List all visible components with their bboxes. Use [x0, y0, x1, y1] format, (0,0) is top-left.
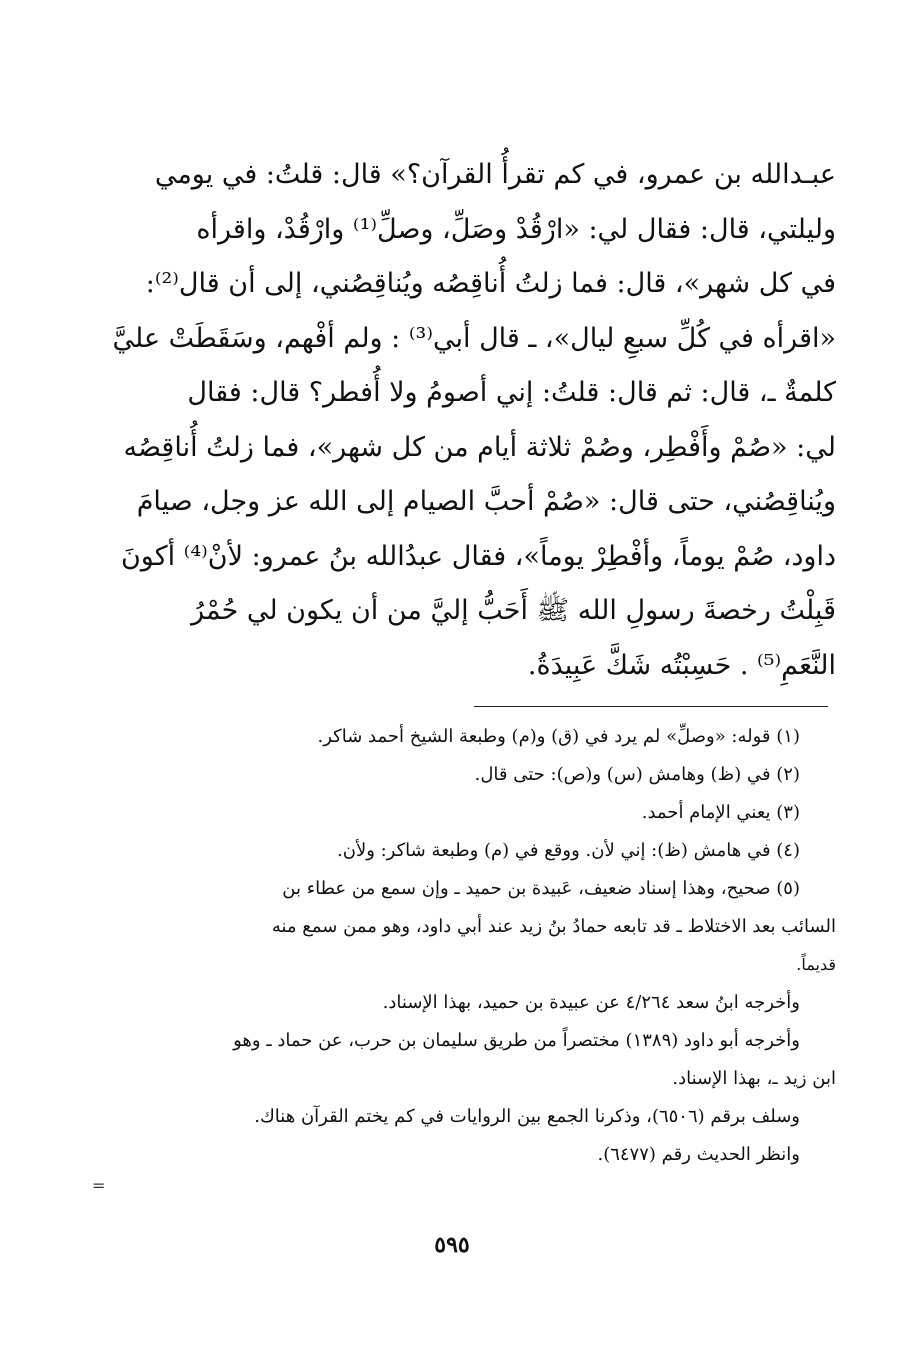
footnote-5-line-4: وأخرجه ابنُ سعد ٤/٢٦٤ عن عبيدة بن حميد، بهذا الإسناد.: [382, 992, 800, 1013]
main-text-line: عبـدالله بن عمرو، في كم تقرأُ القرآن؟» قال: قلتُ: في يومي: [154, 159, 836, 190]
margin-mark: =: [92, 1176, 106, 1195]
main-text-line: في كل شهر»، قال: فما زلتُ أُناقِصُه ويُناقِصُني، إلى أن قال⁽²⁾:: [145, 268, 836, 299]
footnote-5-line-7: وسلف برقم (٦٥٠٦)، وذكرنا الجمع بين الروايات في كم يختم القرآن هناك.: [254, 1106, 800, 1127]
footnote-4: (٤) في هامش (ظ): إني لأن. ووقع في (م) وطبعة شاكر: ولأن.: [337, 840, 800, 861]
footnote-1: (١) قوله: «وصلِّ» لم يرد في (ق) و(م) وطبعة الشيخ أحمد شاكر.: [317, 726, 800, 747]
footnote-5-line-2: السائب بعد الاختلاط ـ قد تابعه حمادُ بنُ زيد عند أبي داود، وهو ممن سمع منه: [271, 916, 836, 937]
main-text-line: داود، صُمْ يوماً، وأفْطِرْ يوماً»، فقال عبدُالله بنُ عمرو: لأنْ⁽⁴⁾ أكونَ: [120, 540, 836, 572]
footnote-divider: [474, 706, 828, 707]
main-text-line: قَبِلْتُ رخصةَ رسولِ الله ﷺ أَحَبُّ إليَّ من أن يكون لي حُمْرُ: [191, 595, 836, 626]
footnote-5-line-3: قديماً.: [796, 955, 836, 974]
footnotes: [128, 718, 836, 1174]
main-text-line: «اقرأه في كُلِّ سبعِ ليال»، ـ قال أبي⁽³⁾ : ولم أفْهم، وسَقَطَتْ عليَّ: [112, 322, 836, 354]
main-text-line: لي: «صُمْ وأَفْطِر، وصُمْ ثلاثة أيام من كل شهر»، فما زلتُ أُناقِصُه: [123, 431, 836, 463]
page-number: ٥٩٥: [434, 1232, 470, 1258]
main-text-line: وليلتي، قال: فقال لي: «ارْقُدْ وصَلِّ، وصلِّ⁽¹⁾ وارْقُدْ، واقرأه: [196, 213, 836, 245]
footnote-2: (٢) في (ظ) وهامش (س) و(ص): حتى قال.: [474, 764, 800, 785]
main-text: [112, 148, 836, 693]
footnote-5-line-1: (٥) صحيح، وهذا إسناد ضعيف، عَبيدة بن حميد ـ وإن سمع من عطاء بن: [282, 878, 800, 899]
main-text-line: ويُناقِصُني، حتى قال: «صُمْ أحبَّ الصيام إلى الله عز وجل، صيامَ: [136, 486, 836, 517]
footnote-5-line-5: وأخرجه أبو داود (١٣٨٩) مختصراً من طريق سليمان بن حرب، عن حماد ـ وهو: [233, 1030, 800, 1051]
main-text-line: كلمةٌ ـ، قال: ثم قال: قلتُ: إني أصومُ ولا أُفطر؟ قال: فقال: [187, 377, 836, 408]
footnote-5-line-8: وانظر الحديث رقم (٦٤٧٧).: [597, 1144, 800, 1165]
footnote-5-line-6: ابن زيد ـ، بهذا الإسناد.: [672, 1068, 836, 1089]
footnote-3: (٣) يعني الإمام أحمد.: [641, 802, 800, 823]
main-text-line: النَّعَمِ⁽⁵⁾ . حَسِبْتُه شَكَّ عَبِيدَةُ.: [527, 649, 836, 681]
